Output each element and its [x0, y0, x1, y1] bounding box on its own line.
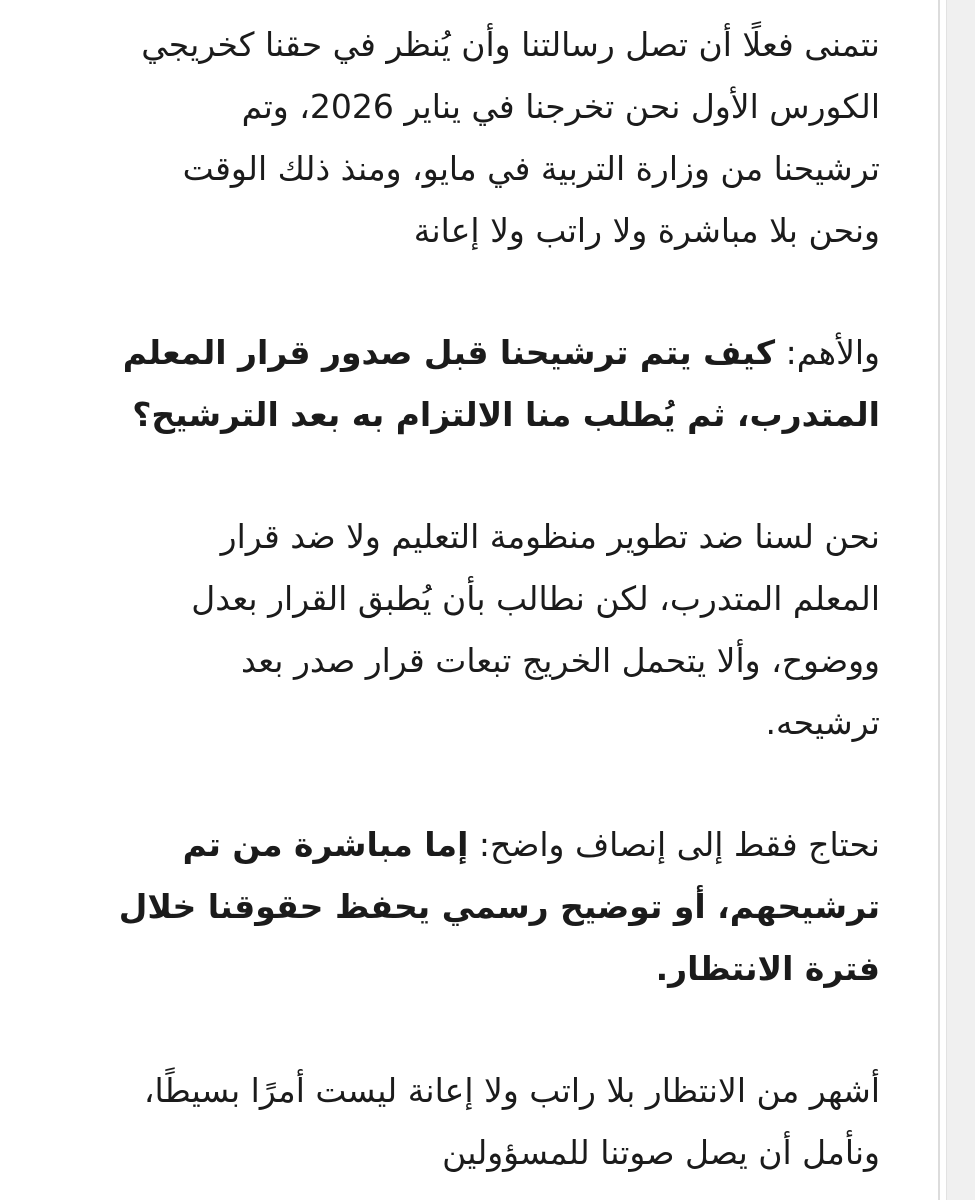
- text-line: [60, 14, 880, 76]
- text-line: [60, 200, 880, 262]
- text-segment: ووضوح، وألا يتحمل الخريج تبعات قرار صدر بعد: [241, 641, 880, 680]
- text-paragraph: [60, 506, 880, 754]
- text-line: [60, 876, 880, 938]
- bold-text-segment: المتدرب، ثم يُطلب منا الالتزام به بعد الترشيح؟: [132, 395, 880, 434]
- vertical-scrollbar[interactable]: [946, 0, 975, 1200]
- bold-text-segment: إما مباشرة من تم: [182, 825, 469, 864]
- text-segment: نحن لسنا ضد تطوير منظومة التعليم ولا ضد قرار: [220, 517, 880, 556]
- scrollbar-divider: [938, 0, 940, 1200]
- text-segment: نحتاج فقط إلى إنصاف واضح:: [468, 825, 880, 864]
- text-line: [60, 568, 880, 630]
- text-segment: ترشيحه.: [765, 703, 880, 742]
- text-segment: ترشيحنا من وزارة التربية في مايو، ومنذ ذلك الوقت: [182, 149, 880, 188]
- text-segment: ونأمل أن يصل صوتنا للمسؤولين: [442, 1133, 880, 1172]
- text-line: [60, 814, 880, 876]
- text-paragraph: [60, 1060, 880, 1184]
- bold-text-segment: ترشيحهم، أو توضيح رسمي يحفظ حقوقنا خلال: [118, 887, 880, 926]
- text-line: [60, 76, 880, 138]
- message-body: [60, 14, 880, 1184]
- text-segment: أشهر من الانتظار بلا راتب ولا إعانة ليست أمرًا بسيطًا،: [143, 1071, 880, 1110]
- text-line: [60, 384, 880, 446]
- text-line: [60, 506, 880, 568]
- bold-text-segment: كيف يتم ترشيحنا قبل صدور قرار المعلم: [122, 333, 776, 372]
- text-segment: الكورس الأول نحن تخرجنا في يناير 2026، وتم: [241, 87, 880, 126]
- text-line: [60, 630, 880, 692]
- text-paragraph: [60, 814, 880, 1000]
- text-line: [60, 1122, 880, 1184]
- text-paragraph: [60, 322, 880, 446]
- text-line: [60, 692, 880, 754]
- text-segment: المعلم المتدرب، لكن نطالب بأن يُطبق القرار بعدل: [191, 579, 880, 618]
- text-segment: والأهم:: [775, 333, 880, 372]
- text-line: [60, 938, 880, 1000]
- text-line: [60, 138, 880, 200]
- text-segment: نتمنى فعلًا أن تصل رسالتنا وأن يُنظر في حقنا كخريجي: [141, 25, 880, 64]
- bold-text-segment: فترة الانتظار.: [655, 949, 880, 988]
- text-paragraph: [60, 14, 880, 262]
- text-line: [60, 1060, 880, 1122]
- text-segment: ونحن بلا مباشرة ولا راتب ولا إعانة: [413, 211, 880, 250]
- text-line: [60, 322, 880, 384]
